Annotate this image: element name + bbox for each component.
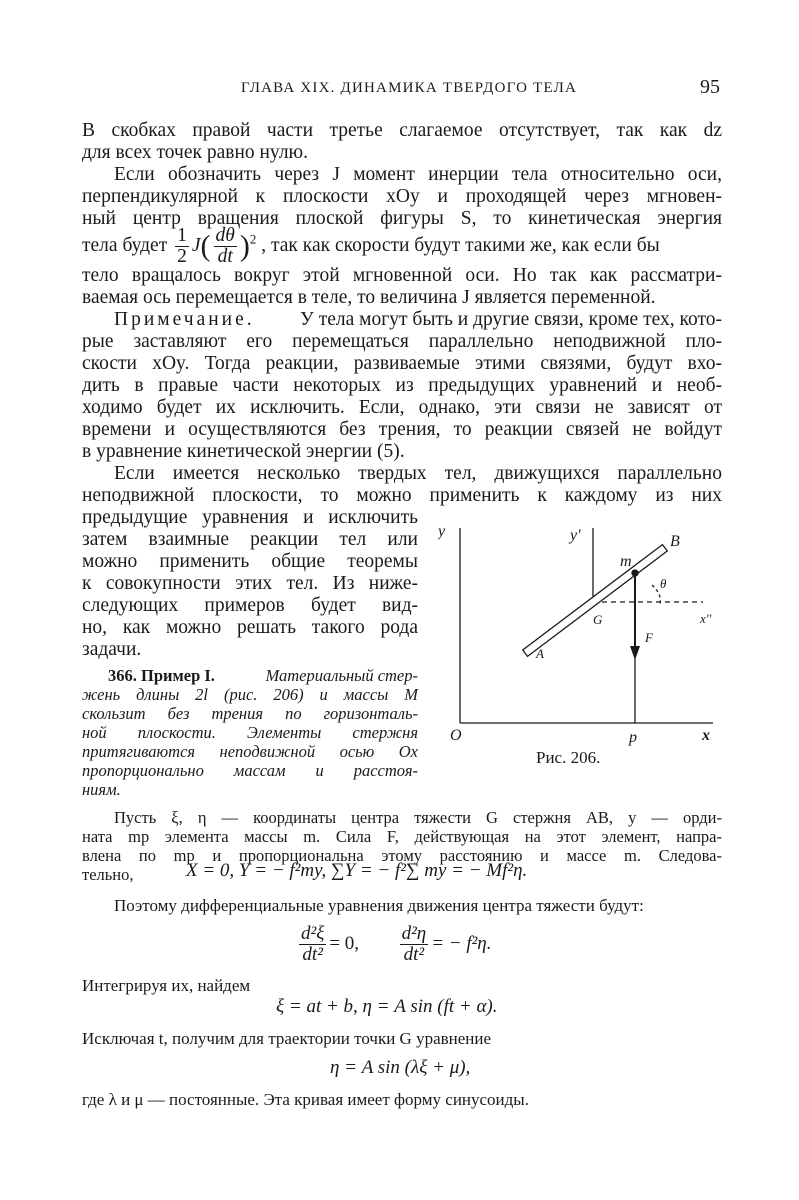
- label-a: A: [536, 646, 544, 661]
- paren-open: (: [200, 229, 211, 263]
- example-line6: пропорционально массам и расстоя-: [82, 761, 418, 780]
- page-number: 95: [700, 76, 720, 98]
- equation-trajectory: η = A sin (λξ + μ),: [330, 1057, 471, 1078]
- mass-point-m: [632, 570, 638, 576]
- para2-line6: ваемая ось перемещается в теле, то величина J является переменной.: [82, 287, 656, 308]
- half-den: 2: [177, 246, 187, 267]
- para4-line1: Если имеется несколько твердых тел, движущихся параллельно: [114, 463, 722, 484]
- kinetic-power: 2: [249, 231, 257, 247]
- force-arrowhead: [630, 646, 640, 660]
- para1-line2: для всех точек равно нулю.: [82, 142, 309, 163]
- label-y-prime: y': [570, 527, 581, 544]
- half-fraction: [175, 226, 189, 267]
- para3-line2: рые заставляют его перемещаться параллельно неподвижной пло-: [82, 331, 722, 352]
- para6: Поэтому дифференциальные уравнения движения центра тяжести будут:: [114, 896, 644, 915]
- example-line2: жень длины 2l (рис. 206) и массы M: [82, 685, 418, 704]
- label-g: G: [593, 612, 603, 627]
- example-line1-text: Материальный стер-: [265, 666, 418, 685]
- para5-line4: тельно,: [82, 865, 134, 884]
- para2-line5: тело вращалось вокруг этой мгновенной оси. Но так как рассматри-: [82, 265, 722, 286]
- para3-line4: дить в правые части некоторых из предыдущих уравнений и необ-: [82, 375, 722, 396]
- running-header: ГЛАВА XIX. ДИНАМИКА ТВЕРДОГО ТЕЛА: [241, 80, 578, 96]
- half-num: 1: [177, 225, 187, 246]
- equation-differential: [296, 924, 491, 965]
- para3-line5: ходимо будет их исключить. Если, однако, эти связи не зависят от: [82, 397, 722, 418]
- equation-forces: X = 0, Y = − f²my, ∑Y = − f²∑ my = − Mf²η.: [186, 860, 528, 881]
- para3-line1-text: У тела могут быть и другие связи, кроме тех, кото-: [300, 309, 722, 330]
- para4-line3: предыдущие уравнения и исключить: [82, 507, 418, 528]
- example-line1: [82, 666, 418, 685]
- label-o: O: [450, 727, 462, 744]
- kinetic-prefix: тела будет: [82, 234, 168, 256]
- para4-line6: к совокупности этих тел. Из ниже-: [82, 573, 418, 594]
- para1-line1: В скобках правой части третье слагаемое отсутствует, так как dz: [82, 120, 722, 141]
- eq2-rhs1: = 0,: [329, 932, 360, 954]
- para4-line2: неподвижной плоскости, то можно применить к каждому из них: [82, 485, 722, 506]
- frac-xi-den: dt²: [302, 944, 323, 965]
- para2-line3: ный центр вращения плоской фигуры S, то кинетическая энергия: [82, 208, 722, 229]
- para5-line3: влена по mp и пропорциональна этому расстоянию и массе m. Следова-: [82, 846, 722, 865]
- para5-line1: Пусть ξ, η — координаты центра тяжести G стержня AB, y — орди-: [114, 808, 722, 827]
- equation-integrals: ξ = at + b, η = A sin (ft + α).: [276, 996, 498, 1017]
- para2-line1: Если обозначить через J момент инерции тела относительно оси,: [114, 164, 722, 185]
- para5-line2: ната mp элемента массы m. Сила F, действующая на этот элемент, напра-: [82, 827, 722, 846]
- para7: Интегрируя их, найдем: [82, 976, 251, 995]
- frac-eta-num: d²η: [401, 923, 427, 944]
- label-m: m: [620, 553, 632, 570]
- frac-eta: [400, 924, 429, 965]
- label-x-dprime: x'': [700, 611, 712, 626]
- paren-close: ): [239, 229, 250, 263]
- para3-line1: [114, 309, 722, 331]
- example-line4: ной плоскости. Элементы стержня: [82, 723, 418, 742]
- dtheta-fraction: [214, 226, 237, 267]
- para4-line5: можно применить общие теоремы: [82, 551, 418, 572]
- label-p: p: [629, 729, 637, 746]
- label-x: x: [702, 727, 710, 744]
- dtheta-den: dt: [217, 246, 233, 267]
- example-line7: ниям.: [82, 780, 121, 799]
- label-y: y: [438, 523, 446, 540]
- para4-line4: затем взаимные реакции тел или: [82, 529, 418, 550]
- figure-caption: Рис. 206.: [536, 748, 601, 767]
- example-heading: 366. Пример I.: [108, 666, 215, 685]
- para8: Исключая t, получим для траектории точки G уравнение: [82, 1029, 492, 1048]
- label-theta: θ: [660, 576, 667, 591]
- dtheta-num: dθ: [215, 225, 235, 246]
- para4-line8: но, как можно решать такого рода: [82, 617, 418, 638]
- para4-line9: задачи.: [82, 639, 142, 660]
- label-f: F: [645, 630, 653, 645]
- inertia-symbol: J: [191, 234, 201, 256]
- para3-line3: скости xOy. Тогда реакции, развиваемые этими связями, будут вхо-: [82, 353, 722, 374]
- para2-line4: [82, 226, 722, 267]
- figure-206: [438, 508, 738, 778]
- eq2-rhs2: = − f²η.: [431, 932, 492, 954]
- para3-line7: в уравнение кинетической энергии (5).: [82, 441, 405, 462]
- frac-xi-num: d²ξ: [301, 923, 325, 944]
- para4-line7: следующих примеров будет вид-: [82, 595, 418, 616]
- para2-line2: перпендикулярной к плоскости xOy и проходящей через мгновен-: [82, 186, 722, 207]
- label-b: B: [670, 533, 680, 550]
- example-line3: скользит без трения по горизонталь-: [82, 704, 418, 723]
- para9: где λ и μ — постоянные. Эта кривая имеет форму синусоиды.: [82, 1090, 529, 1109]
- frac-eta-den: dt²: [403, 944, 425, 965]
- remark-label: Примечание.: [114, 309, 255, 330]
- kinetic-suffix: , так как скорости будут такими же, как если бы: [261, 234, 660, 256]
- para3-line6: времени и осуществляются без трения, то реакции связей не войдут: [82, 419, 722, 440]
- example-line5: притягиваются неподвижной осью Ox: [82, 742, 418, 761]
- frac-xi: [299, 924, 326, 965]
